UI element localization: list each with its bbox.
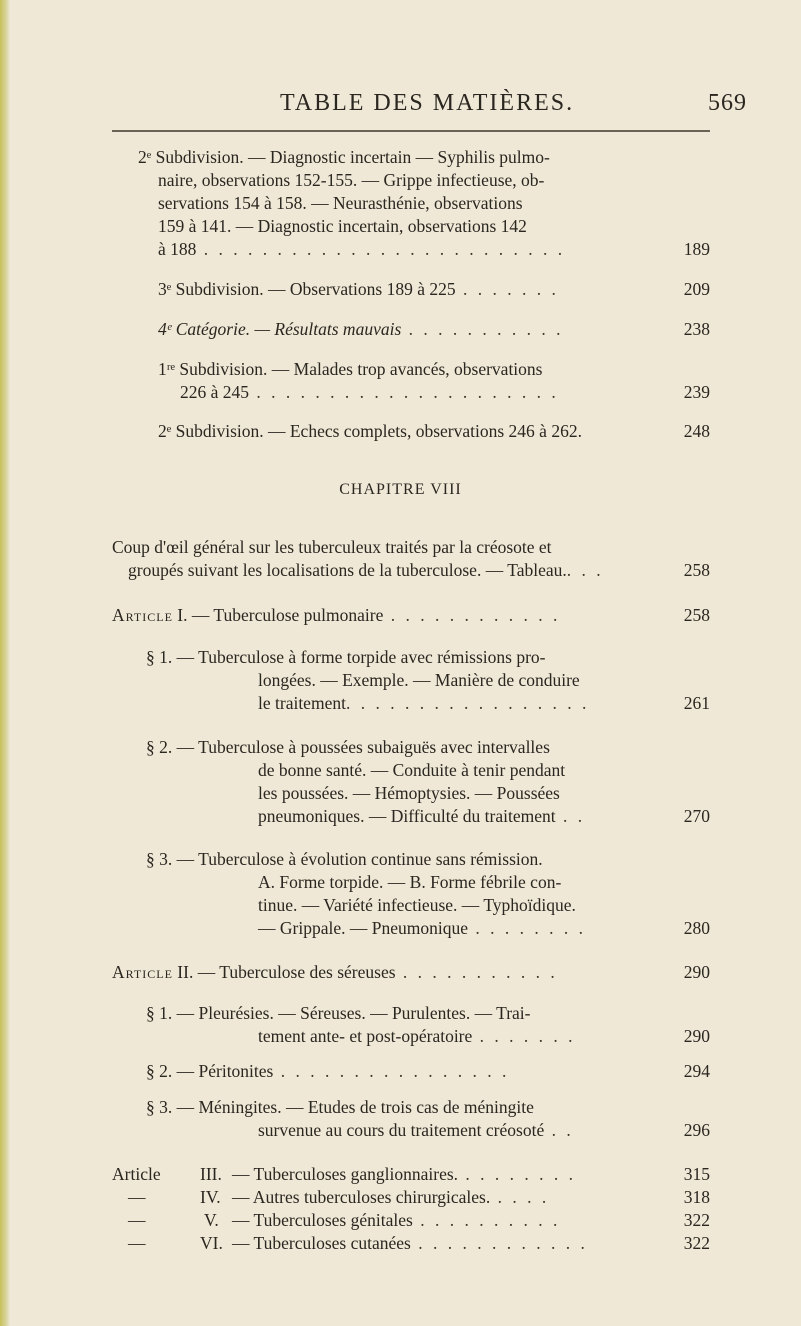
entry-number: V. <box>204 1210 219 1230</box>
entry-page-number: 280 <box>683 918 710 938</box>
entry-text: § 3. — Méningites. — Etudes de trois cas de méningite <box>146 1097 534 1117</box>
entry-page-number: 189 <box>683 239 710 259</box>
entry-text: 2ᵉ Subdivision. — Diagnostic incertain — Syphilis pulmo- <box>138 147 550 167</box>
entry-page-number: 270 <box>683 806 710 826</box>
entry-page-number: 261 <box>683 693 710 713</box>
entry-label: — <box>128 1210 146 1230</box>
entry-label: Article <box>112 1164 161 1184</box>
header-page-number: 569 <box>708 90 747 116</box>
header-title: TABLE DES MATIÈRES. <box>280 90 575 116</box>
entry-text: 226 à 245 . . . . . . . . . . . . . . . . . . . . . <box>180 382 559 402</box>
running-header <box>0 88 801 128</box>
entry-page-number: 258 <box>683 605 710 625</box>
entry-text: A. Forme torpide. — B. Forme fébrile con- <box>258 872 562 892</box>
entry-page-number: 296 <box>683 1120 710 1140</box>
entry-number: VI. <box>200 1233 223 1253</box>
entry-text: 3ᵉ Subdivision. — Observations 189 à 225 . . . . . . . <box>158 279 559 299</box>
entry-text: — Tuberculoses ganglionnaires. . . . . . . . . <box>232 1164 577 1184</box>
entry-text: § 2. — Péritonites . . . . . . . . . . . . . . . . <box>146 1061 510 1081</box>
entry-text: longées. — Exemple. — Manière de conduire <box>258 670 580 690</box>
entry-text: les poussées. — Hémoptysies. — Poussées <box>258 783 560 803</box>
entry-text: groupés suivant les localisations de la tuberculose. — Tableau.. . . <box>128 560 604 580</box>
page-binding-edge <box>0 0 10 1326</box>
entry-text: — Grippale. — Pneumonique . . . . . . . . <box>258 918 586 938</box>
entry-page-number: 322 <box>683 1210 710 1230</box>
entry-text: — Autres tuberculoses chirurgicales. . . . . <box>232 1187 550 1207</box>
chapter-heading: CHAPITRE VIII <box>339 481 462 498</box>
entry-text: 4ᵉ Catégorie. — Résultats mauvais . . . . . . . . . . . <box>158 319 564 339</box>
entry-text: § 1. — Tuberculose à forme torpide avec rémissions pro- <box>146 647 546 667</box>
entry-text: § 3. — Tuberculose à évolution continue sans rémission. <box>146 849 543 869</box>
entry-label: — <box>128 1233 146 1253</box>
entry-page-number: 315 <box>683 1164 710 1184</box>
entry-text: Article I. — Tuberculose pulmonaire . . . . . . . . . . . . <box>112 605 561 625</box>
header-rule <box>112 130 710 132</box>
entry-text: 2ᵉ Subdivision. — Echecs complets, observations 246 à 262. <box>158 421 582 441</box>
entry-page-number: 290 <box>683 1026 710 1046</box>
entry-page-number: 209 <box>683 279 710 299</box>
entry-text: survenue au cours du traitement créosoté . . <box>258 1120 574 1140</box>
entry-page-number: 294 <box>683 1061 710 1081</box>
entry-page-number: 258 <box>683 560 710 580</box>
entry-text: § 1. — Pleurésies. — Séreuses. — Purulentes. — Trai- <box>146 1003 531 1023</box>
entry-text: § 2. — Tuberculose à poussées subaiguës avec intervalles <box>146 737 550 757</box>
entry-text: le traitement. . . . . . . . . . . . . . . . . <box>258 693 590 713</box>
entry-text: de bonne santé. — Conduite à tenir pendant <box>258 760 566 780</box>
entry-text: servations 154 à 158. — Neurasthénie, observations <box>158 193 523 213</box>
entry-label: — <box>128 1187 146 1207</box>
entry-page-number: 248 <box>683 421 710 441</box>
entry-text: 1ʳᵉ Subdivision. — Malades trop avancés, observations <box>158 359 543 379</box>
entry-text: pneumoniques. — Difficulté du traitement . . <box>258 806 586 826</box>
entry-page-number: 238 <box>683 319 710 339</box>
entry-text: tement ante- et post-opératoire . . . . . . . <box>258 1026 576 1046</box>
entry-text: — Tuberculoses génitales . . . . . . . . . . <box>232 1210 561 1230</box>
entry-number: III. <box>200 1164 222 1184</box>
entry-text: à 188 . . . . . . . . . . . . . . . . . . . . . . . . . <box>158 239 566 259</box>
entry-text: — Tuberculoses cutanées . . . . . . . . . . . . <box>232 1233 588 1253</box>
entry-page-number: 290 <box>683 962 710 982</box>
entry-number: IV. <box>200 1187 221 1207</box>
entry-page-number: 322 <box>683 1233 710 1253</box>
entry-text: naire, observations 152-155. — Grippe infectieuse, ob- <box>158 170 545 190</box>
entry-text: Article II. — Tuberculose des séreuses . . . . . . . . . . . <box>112 962 558 982</box>
entry-text: tinue. — Variété infectieuse. — Typhoïdique. <box>258 895 576 915</box>
entry-page-number: 318 <box>683 1187 710 1207</box>
entry-text: Coup d'œil général sur les tuberculeux traités par la créosote et <box>112 537 552 557</box>
entry-text: 159 à 141. — Diagnostic incertain, observations 142 <box>158 216 527 236</box>
entry-page-number: 239 <box>683 382 710 402</box>
